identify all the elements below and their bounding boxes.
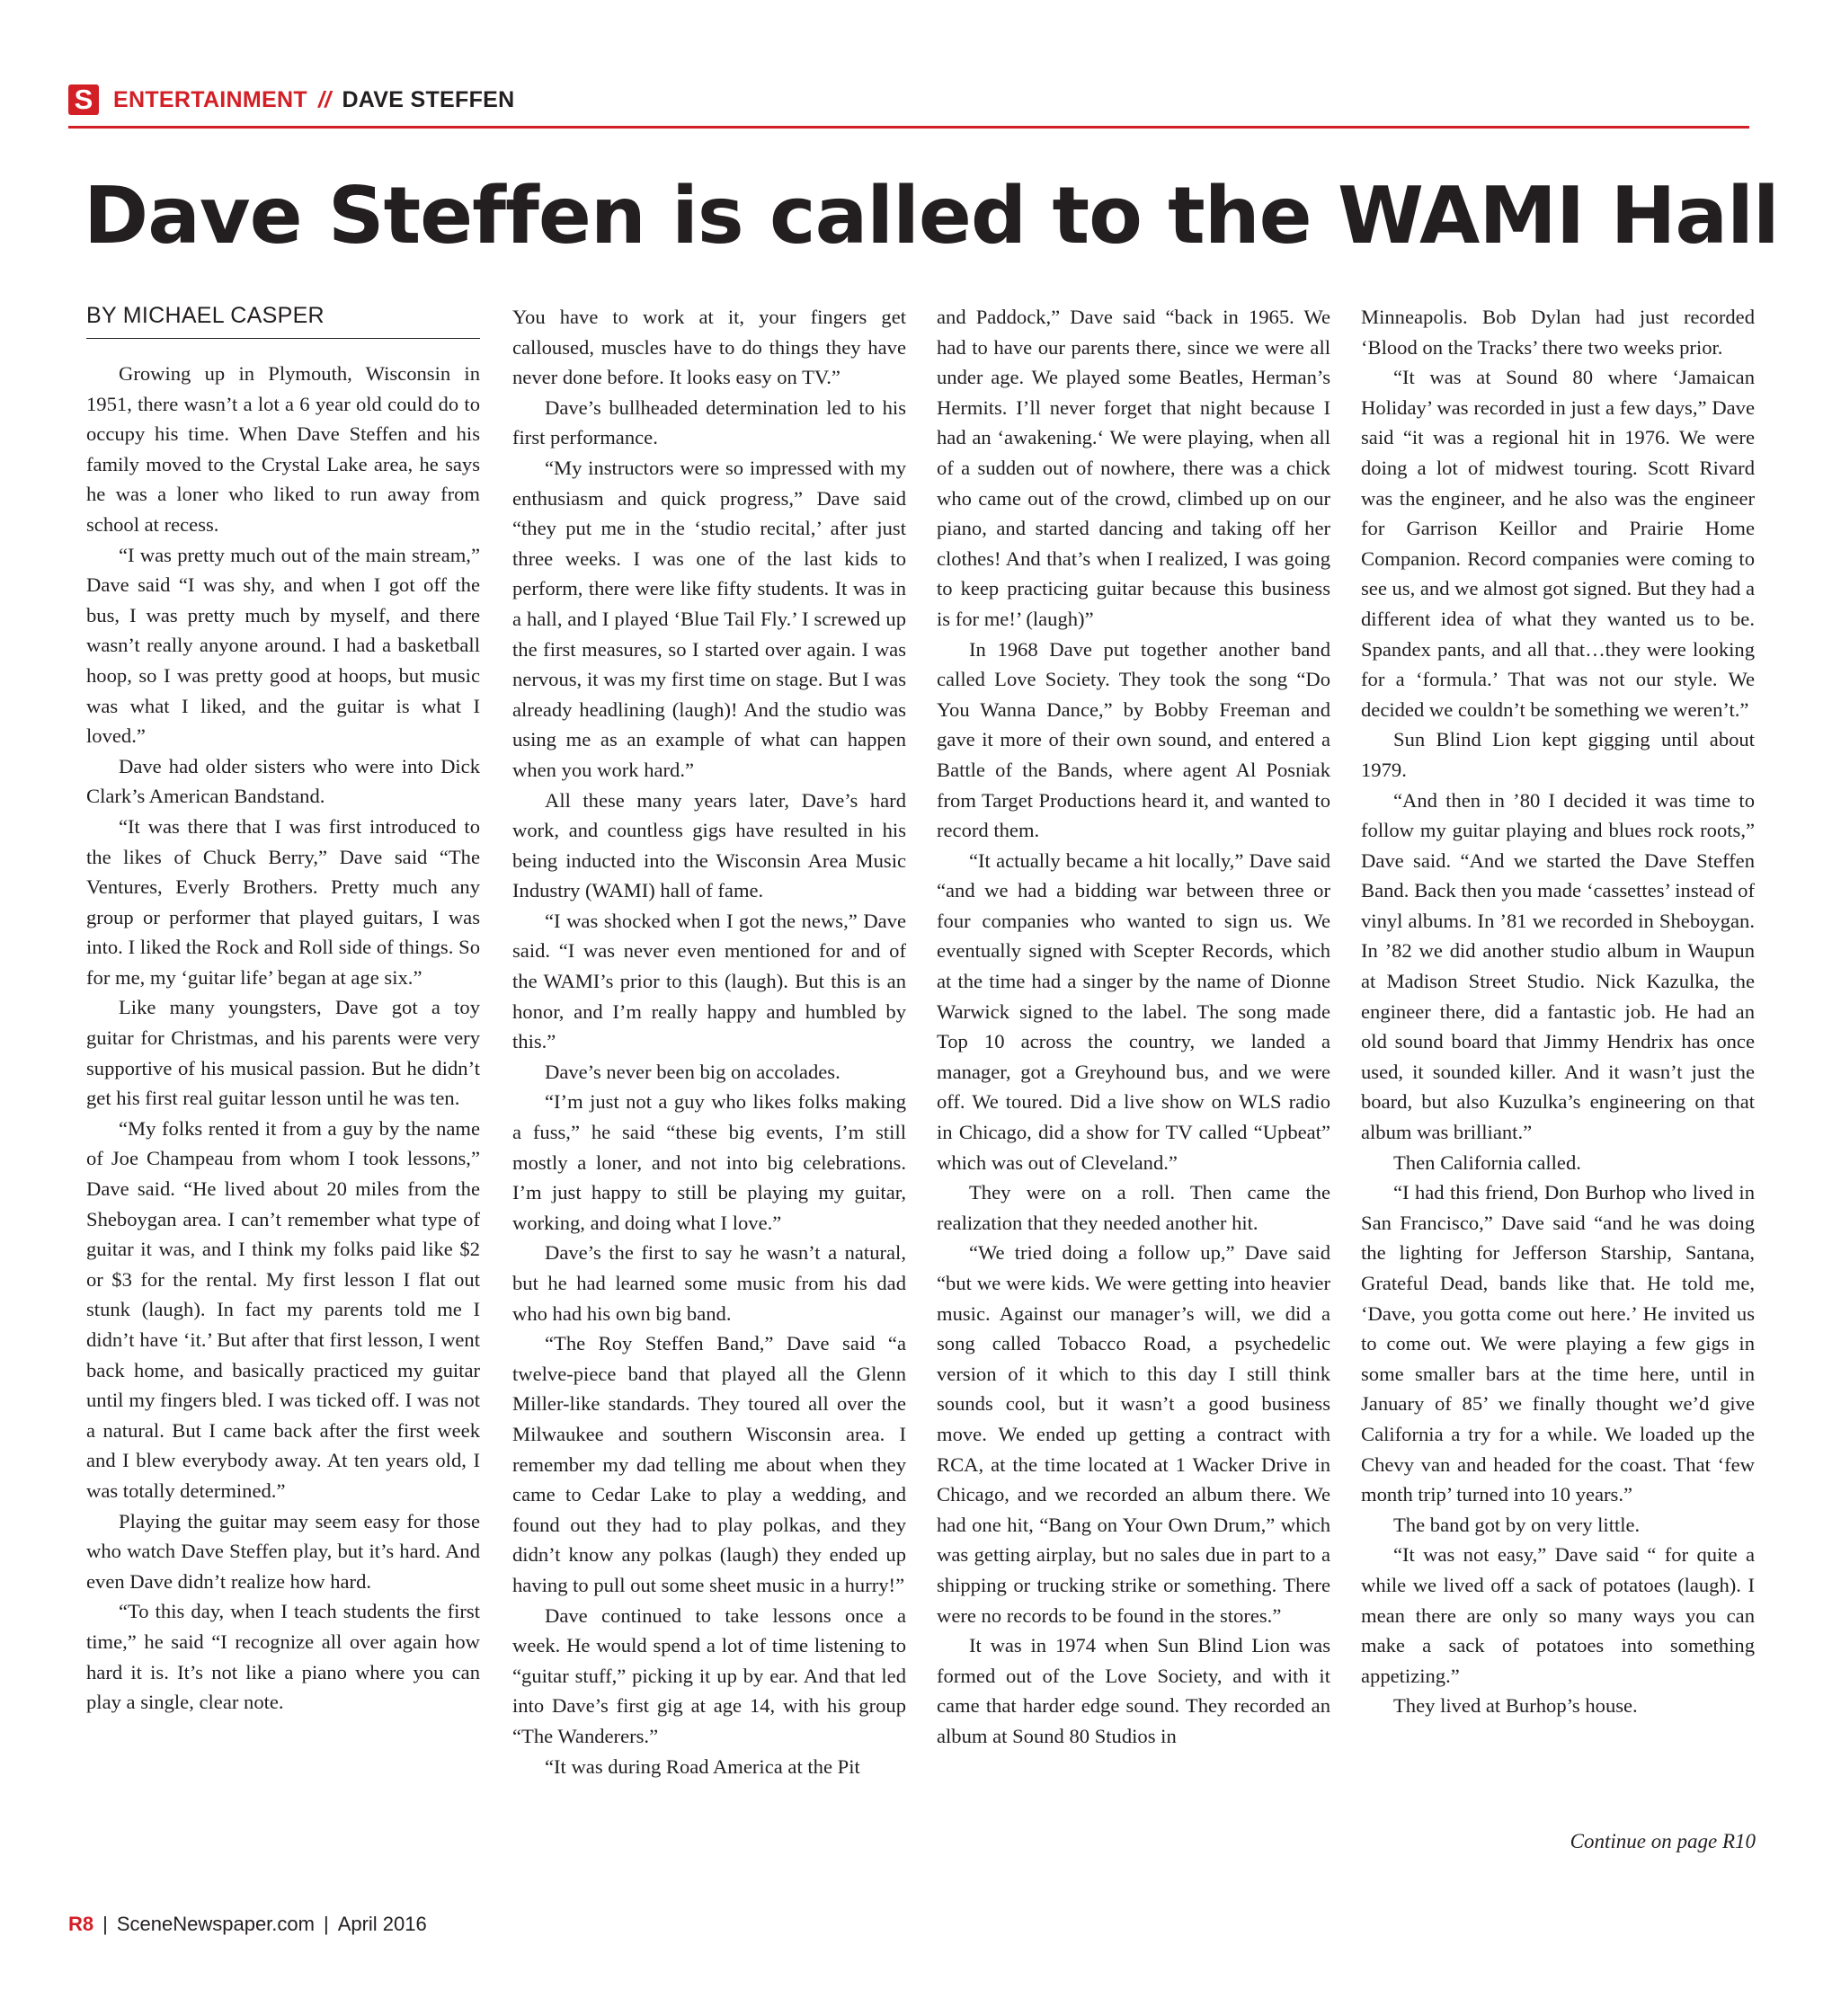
article-column-2 xyxy=(512,302,906,1781)
footer-divider: | xyxy=(102,1913,108,1935)
paragraph: “I’m just not a guy who likes folks making a fuss,” he said “these big events, I’m still mostly a loner, and not into big celebrations. I’m just happy to still be playing my guitar, working, and doing what I love.” xyxy=(512,1090,906,1234)
paragraph: It was in 1974 when Sun Blind Lion was formed out of the Love Society, and with it came that harder edge sound. They recorded an album at Sound 80 Studios in xyxy=(937,1634,1330,1747)
paragraph: They lived at Burhop’s house. xyxy=(1393,1694,1638,1718)
paragraph: Dave had older sisters who were into Dick Clark’s American Bandstand. xyxy=(86,754,480,808)
paragraph: “I was pretty much out of the main stream,” Dave said “I was shy, and when I got off the bus, I was pretty much by myself, and there wasn’t really anyone around. I had a basketball hoop, so I was pretty good at hoops, but music was what I liked, and the guitar is what I loved.” xyxy=(86,543,480,748)
paragraph: Minneapolis. Bob Dylan had just recorded ‘Blood on the Tracks’ there two weeks prior. xyxy=(1361,306,1755,359)
page-number: R8 xyxy=(68,1913,94,1935)
byline: BY MICHAEL CASPER xyxy=(86,300,480,339)
section-header xyxy=(68,79,1749,129)
paragraph: “To this day, when I teach students the first time,” he said “I recognize all over again how hard it is. It’s not like a piano where you can play a single, clear note. xyxy=(86,1600,480,1714)
paragraph: “It was during Road America at the Pit xyxy=(545,1754,860,1778)
continue-note: Continue on page R10 xyxy=(1570,1830,1756,1852)
paragraph: In 1968 Dave put together another band called Love Society. They took the song “Do You Wanna Dance,” by Bobby Freeman and gave it more of their own sound, and entered a Battle of the Bands, where agent Al Posniak from Target Productions heard it, and wanted to record them. xyxy=(937,637,1330,842)
paragraph: You have to work at it, your fingers get calloused, muscles have to do things they have never done before. It looks easy on TV.” xyxy=(512,306,906,389)
article-column-3 xyxy=(937,302,1330,1752)
paragraph: “And then in ’80 I decided it was time to follow my guitar playing and blues rock roots,” Dave said. “And we started the Dave Steffen Band. Back then you made ‘cassettes’ instead of vinyl albums. In ’81 we recorded in Sheboygan. In ’82 we did another studio album in Waupun at Madison Street Studio. Nick Kazulka, the engineer there, did a fantastic job. He had an old sound board that Jimmy Hendrix has once used, it sounded killer. And it wasn’t just the board, but also Kuzulka’s engineering on that album was brilliant.” xyxy=(1361,788,1755,1144)
footer-divider: | xyxy=(323,1913,329,1935)
subsection-name: DAVE STEFFEN xyxy=(342,87,515,112)
paragraph: The band got by on very little. xyxy=(1393,1513,1641,1536)
paragraph: Then California called. xyxy=(1393,1150,1581,1174)
page-footer xyxy=(68,1913,427,1936)
paragraph: They were on a roll. Then came the realization that they needed another hit. xyxy=(937,1181,1330,1234)
paragraph: and Paddock,” Dave said “back in 1965. We had to have our parents there, since we were all under age. We played some Beatles, Herman’s Hermits. I’ll never forget that night because I had an ‘awakening.‘ We were playing, when all of a sudden out of nowhere, there was a chick who came out of the crowd, climbed up on our piano, and started dancing and taking off her clothes! And that’s when I realized, I was going to keep practicing guitar because this business is for me!’ (laugh)” xyxy=(937,306,1330,630)
paragraph: “I had this friend, Don Burhop who lived in San Francisco,” Dave said “and he was doing the lighting for Jefferson Starship, Santana, Grateful Dead, bands like that. He told me, ‘Dave, you gotta come out here.’ He invited us to come out. We were playing a few gigs in some smaller bars at the time here, until in January of 85’ we finally thought we’d give California a try for a while. We loaded up the Chevy van and headed for the coast. That ‘few month trip’ turned into 10 years.” xyxy=(1361,1181,1755,1506)
column-body xyxy=(937,302,1330,1752)
paragraph: “It was there that I was first introduced to the likes of Chuck Berry,” Dave said “The Ventures, Everly Brothers. Pretty much any group or performer that played guitars, I was into. I liked the Rock and Roll side of things. So for me, my ‘guitar life’ began at age six.” xyxy=(86,814,480,989)
paragraph: “I was shocked when I got the news,” Dave said. “I was never even mentioned for and of the WAMI’s prior to this (laugh). But this is an honor, and I’m really happy and humbled by this.” xyxy=(512,909,906,1053)
paragraph: Dave’s bullheaded determination led to his first performance. xyxy=(512,395,906,449)
paragraph: “It was not easy,” Dave said “ for quite a while we lived off a sack of potatoes (laugh). I mean there are only so many ways you can make a sack of potatoes into something appetizing.” xyxy=(1361,1543,1755,1687)
section-label xyxy=(113,84,514,115)
paragraph: “It actually became a hit locally,” Dave said “and we had a bidding war between three or four companies who wanted to sign us. We eventually signed with Scepter Records, which at the time had a singer by the name of Dionne Warwick signed to the label. The song made Top 10 across the country, we landed a manager, got a Greyhound bus, and we were off. We toured. Did a live show on WLS radio in Chicago, did a show for TV called “Upbeat” which was out of Cleveland.” xyxy=(937,848,1330,1174)
column-body xyxy=(512,302,906,1781)
paragraph: Sun Blind Lion kept gigging until about 1979. xyxy=(1361,728,1755,781)
website-link[interactable]: SceneNewspaper.com xyxy=(116,1913,315,1935)
paragraph: Dave’s never been big on accolades. xyxy=(545,1060,840,1083)
article-column-1 xyxy=(86,300,480,1718)
article-column-4 xyxy=(1361,302,1755,1721)
paragraph: Dave continued to take lessons once a week. He would spend a lot of time listening to “guitar stuff,” picking it up by ear. And that led into Dave’s first gig at age 14, with his group “The Wanderers.” xyxy=(512,1603,906,1747)
paragraph: All these many years later, Dave’s hard work, and countless gigs have resulted in his being inducted into the Wisconsin Area Music Industry (WAMI) hall of fame. xyxy=(512,788,906,902)
paragraph: “It was at Sound 80 where ‘Jamaican Holiday’ was recorded in just a few days,” Dave said “it was a regional hit in 1976. We were doing a lot of midwest touring. Scott Rivard was the engineer, and he also was the engineer for Garrison Keillor and Prairie Home Companion. Record companies were coming to see us, and we almost got signed. But they had a different idea of what they wanted us to be. Spandex pants, and all that…they were looking for a ‘formula.’ That was not our style. We decided we couldn’t be something we weren’t.” xyxy=(1361,366,1755,721)
paragraph: Growing up in Plymouth, Wisconsin in 1951, there wasn’t a lot a 6 year old could do to occupy his time. When Dave Steffen and his family moved to the Crystal Lake area, he says he was a loner who liked to run away from school at recess. xyxy=(86,362,480,536)
column-body xyxy=(1361,302,1755,1721)
column-body xyxy=(86,359,480,1718)
paragraph: Dave’s the first to say he wasn’t a natural, but he had learned some music from his dad who had his own big band. xyxy=(512,1241,906,1325)
scene-logo-icon: S xyxy=(68,84,99,115)
paragraph: “My instructors were so impressed with my enthusiasm and quick progress,” Dave said “they put me in the ‘studio recital,’ after just three weeks. I was one of the last kids to perform, there were like fifty students. It was in a hall, and I played ‘Blue Tail Fly.’ I screwed up the first measures, so I started over again. I was nervous, it was my first time on stage. But I was already headlining (laugh)! And the studio was using me as an example of what can happen when you work hard.” xyxy=(512,456,906,781)
paragraph: “My folks rented it from a guy by the name of Joe Champeau from whom I took lessons,” Dave said. “He lived about 20 miles from the Sheboygan area. I can’t remember what type of guitar it was, and I think my folks paid like $2 or $3 for the rental. My first lesson I flat out stunk (laugh). In fact my parents told me I didn’t have ‘it.’ But after that first lesson, I went back home, and basically practiced my guitar until my fingers bled. I was ticked off. I was not a natural. But I came back after the first week and I blew everybody away. At ten years old, I was totally determined.” xyxy=(86,1116,480,1502)
paragraph: Playing the guitar may seem easy for those who watch Dave Steffen play, but it’s hard. And even Dave didn’t realize how hard. xyxy=(86,1509,480,1593)
article-headline: Dave Steffen is called to the WAMI Hall xyxy=(84,170,1779,262)
section-separator: // xyxy=(317,87,332,112)
paragraph: Like many youngsters, Dave got a toy guitar for Christmas, and his parents were very supportive of his musical passion. But he didn’t get his first real guitar lesson until he was ten. xyxy=(86,996,480,1110)
paragraph: “The Roy Steffen Band,” Dave said “a twelve-piece band that played all the Glenn Miller-like standards. They toured all over the Milwaukee and southern Wisconsin area. I remember my dad telling me about when they came to Cedar Lake to play a wedding, and found out they had to play polkas, and they didn’t know any polkas (laugh) they ended up having to pull out some sheet music in a hurry!” xyxy=(512,1332,906,1596)
issue-date: April 2016 xyxy=(337,1913,427,1935)
paragraph: “We tried doing a follow up,” Dave said “but we were kids. We were getting into heavier music. Against our manager’s will, we did a song called Tobacco Road, a psychedelic version of it which to this day I still think sounds cool, but it wasn’t a good business move. We ended up getting a contract with RCA, at the time located at 1 Wacker Drive in Chicago, and we recorded an album there. We had one hit, “Bang on Your Own Drum,” which was getting airplay, but no sales due in part to a shipping or trucking strike or something. There were no records to be found in the stores.” xyxy=(937,1241,1330,1627)
section-name: ENTERTAINMENT xyxy=(113,87,307,112)
